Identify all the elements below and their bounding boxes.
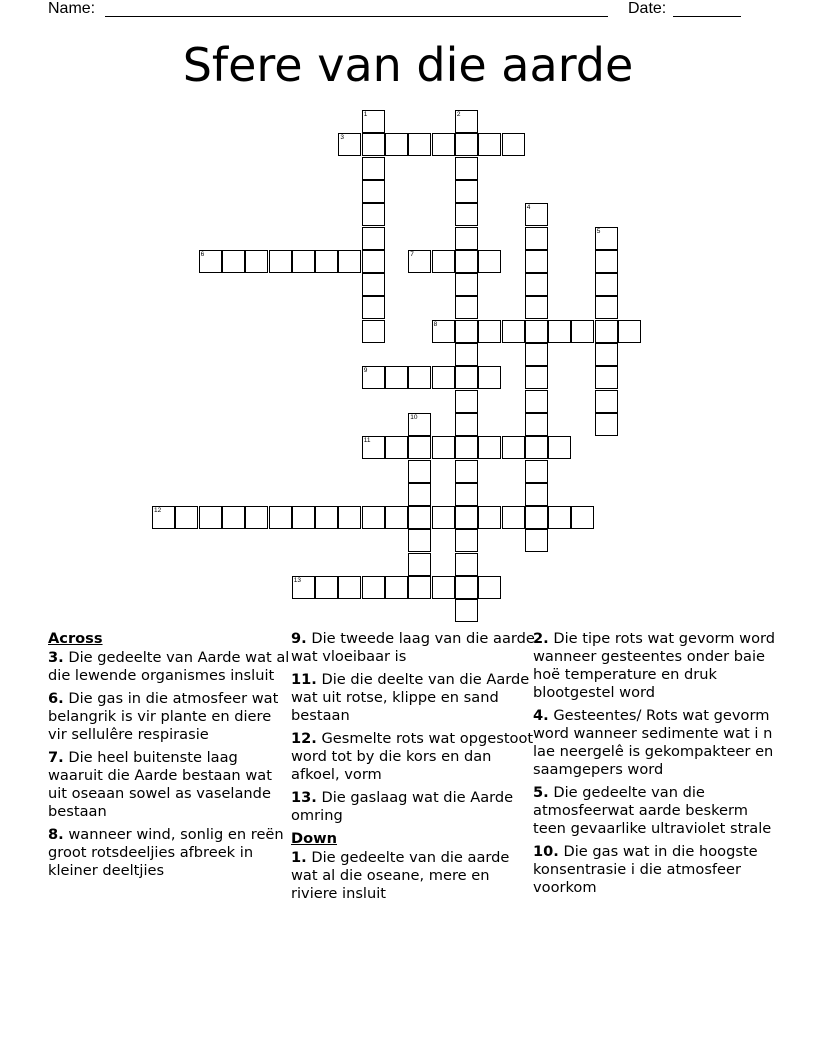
clue-number: 8. [48, 826, 64, 843]
crossword-cell[interactable] [548, 506, 571, 529]
clue-across-11 [291, 671, 536, 725]
crossword-cell[interactable] [385, 436, 408, 459]
crossword-cell[interactable] [455, 599, 478, 622]
crossword-cell[interactable] [455, 460, 478, 483]
crossword-cell[interactable] [455, 273, 478, 296]
crossword-cell[interactable] [455, 227, 478, 250]
cell-number: 9 [363, 367, 368, 375]
crossword-cell[interactable] [525, 436, 548, 459]
crossword-cell[interactable] [315, 576, 338, 599]
crossword-cell[interactable] [455, 483, 478, 506]
clue-text: Gesmelte rots wat opgestoot word tot by die kors en dan afkoel, vorm [291, 730, 534, 783]
crossword-cell[interactable] [595, 390, 618, 413]
crossword-cell[interactable] [595, 273, 618, 296]
crossword-cell[interactable] [595, 320, 618, 343]
crossword-cell[interactable] [478, 506, 501, 529]
clue-number: 2. [533, 630, 549, 647]
crossword-cell[interactable] [455, 110, 478, 133]
cell-number: 7 [410, 250, 414, 258]
crossword-cell[interactable] [338, 133, 361, 156]
crossword-cell[interactable] [478, 366, 501, 389]
crossword-cell[interactable] [408, 133, 431, 156]
crossword-cell[interactable] [455, 180, 478, 203]
crossword-cell[interactable] [152, 506, 175, 529]
crossword-cell[interactable] [362, 227, 385, 250]
crossword-cell[interactable] [408, 483, 431, 506]
clue-down-5 [533, 784, 778, 838]
crossword-cell[interactable] [455, 436, 478, 459]
crossword-cell[interactable] [362, 320, 385, 343]
crossword-cell[interactable] [408, 576, 431, 599]
clue-text: Die gedeelte van die atmosfeerwat aarde beskerm teen gevaarlike ultraviolet strale [533, 784, 772, 837]
crossword-cell[interactable] [478, 320, 501, 343]
clue-across-3 [48, 649, 293, 685]
crossword-cell[interactable] [432, 250, 455, 273]
clue-text: Gesteentes/ Rots wat gevorm word wanneer sedimente wat i n lae neergelê is gekompakteer en saamgepers word [533, 707, 774, 778]
crossword-cell[interactable] [455, 203, 478, 226]
crossword-cell[interactable] [338, 250, 361, 273]
clue-across-8 [48, 826, 293, 880]
crossword-cell[interactable] [432, 320, 455, 343]
crossword-cell[interactable] [408, 413, 431, 436]
crossword-cell[interactable] [502, 133, 525, 156]
clue-across-7 [48, 749, 293, 821]
clue-number: 7. [48, 749, 64, 766]
crossword-cell[interactable] [525, 343, 548, 366]
crossword-cell[interactable] [455, 413, 478, 436]
clue-text: Die gedeelte van die aarde wat al die oseane, mere en riviere insluit [291, 849, 510, 902]
clue-number: 3. [48, 649, 64, 666]
crossword-cell[interactable] [595, 296, 618, 319]
crossword-cell[interactable] [525, 506, 548, 529]
clue-down-4 [533, 707, 778, 779]
crossword-cell[interactable] [595, 227, 618, 250]
crossword-cell[interactable] [478, 250, 501, 273]
crossword-cell[interactable] [432, 366, 455, 389]
crossword-cell[interactable] [595, 343, 618, 366]
crossword-cell[interactable] [199, 250, 222, 273]
clue-number: 6. [48, 690, 64, 707]
clue-across-13 [291, 789, 536, 825]
clue-text: Die tipe rots wat gevorm word wanneer gesteentes onder baie hoë temperature en druk blootgestel word [533, 630, 776, 701]
clue-down-2 [533, 630, 778, 702]
clue-text: Die gas in die atmosfeer wat belangrik is vir plante en diere vir sellulêre respirasie [48, 690, 279, 743]
clue-number: 9. [291, 630, 307, 647]
cell-number: 13 [293, 577, 302, 584]
crossword-cell[interactable] [432, 506, 455, 529]
crossword-cell[interactable] [315, 250, 338, 273]
crossword-cell[interactable] [315, 506, 338, 529]
crossword-cell[interactable] [455, 390, 478, 413]
clue-across-6 [48, 690, 293, 744]
clue-across-9 [291, 630, 536, 666]
cell-number: 5 [596, 227, 601, 235]
crossword-cell[interactable] [362, 180, 385, 203]
clue-text: Die heel buitenste laag waaruit die Aarde bestaan wat uit oseaan sowel as vaselande bestaan [48, 749, 272, 820]
crossword-cell[interactable] [455, 343, 478, 366]
down-heading: Down [291, 830, 338, 847]
crossword-cell[interactable] [408, 250, 431, 273]
crossword-cell[interactable] [408, 553, 431, 576]
crossword-cell[interactable] [478, 133, 501, 156]
crossword-cell[interactable] [385, 506, 408, 529]
clue-text: wanneer wind, sonlig en reën groot rotsdeeljies afbreek in kleiner deeltjies [48, 826, 284, 879]
crossword-cell[interactable] [432, 133, 455, 156]
clue-number: 11. [291, 671, 317, 688]
cell-number: 1 [363, 111, 368, 118]
crossword-cell[interactable] [455, 576, 478, 599]
crossword-cell[interactable] [408, 436, 431, 459]
clue-text: Die gedeelte van Aarde wat al die lewende organismes insluit [48, 649, 290, 684]
clue-text: Die die deelte van die Aarde wat uit rotse, klippe en sand bestaan [291, 671, 530, 724]
date-label: Date: [628, 0, 667, 17]
crossword-cell[interactable] [245, 250, 268, 273]
crossword-cell[interactable] [525, 460, 548, 483]
crossword-cell[interactable] [385, 576, 408, 599]
clue-down-10 [533, 843, 778, 897]
crossword-cell[interactable] [292, 576, 315, 599]
crossword-cell[interactable] [408, 366, 431, 389]
clue-number: 12. [291, 730, 317, 747]
clue-text: Die gas wat in die hoogste konsentrasie i die atmosfeer voorkom [533, 843, 758, 896]
crossword-cell[interactable] [362, 157, 385, 180]
cell-number: 11 [363, 437, 371, 445]
clue-text: Die gaslaag wat die Aarde omring [291, 789, 514, 824]
crossword-cell[interactable] [338, 506, 361, 529]
crossword-cell[interactable] [455, 506, 478, 529]
crossword-cell[interactable] [525, 366, 548, 389]
crossword-cell[interactable] [385, 133, 408, 156]
crossword-cell[interactable] [548, 436, 571, 459]
crossword-cell[interactable] [432, 436, 455, 459]
clue-across-12 [291, 730, 536, 784]
clue-number: 1. [291, 849, 307, 866]
crossword-cell[interactable] [292, 506, 315, 529]
cell-number: 10 [410, 413, 418, 421]
crossword-cell[interactable] [455, 250, 478, 273]
crossword-cell[interactable] [362, 506, 385, 529]
crossword-cell[interactable] [455, 296, 478, 319]
crossword-cell[interactable] [525, 273, 548, 296]
crossword-cell[interactable] [455, 133, 478, 156]
crossword-cell[interactable] [362, 203, 385, 226]
crossword-cell[interactable] [199, 506, 222, 529]
crossword-cell[interactable] [408, 506, 431, 529]
cell-number: 6 [200, 250, 205, 258]
down-clues-column-3 [533, 630, 778, 902]
crossword-cell[interactable] [269, 506, 292, 529]
crossword-cell[interactable] [455, 366, 478, 389]
cell-number: 2 [456, 111, 461, 118]
crossword-cell[interactable] [362, 250, 385, 273]
crossword-cell[interactable] [175, 506, 198, 529]
cell-number: 8 [433, 320, 438, 328]
crossword-cell[interactable] [571, 506, 594, 529]
crossword-cell[interactable] [548, 320, 571, 343]
crossword-cell[interactable] [595, 366, 618, 389]
crossword-cell[interactable] [478, 576, 501, 599]
crossword-cell[interactable] [455, 553, 478, 576]
cell-number: 12 [154, 507, 162, 515]
across-heading: Across [48, 630, 103, 647]
across-clues-column-1 [48, 630, 293, 885]
crossword-cell[interactable] [385, 366, 408, 389]
crossword-cell[interactable] [455, 529, 478, 552]
crossword-cell[interactable] [222, 250, 245, 273]
crossword-cell[interactable] [595, 250, 618, 273]
crossword-cell[interactable] [525, 227, 548, 250]
cell-number: 3 [340, 134, 345, 142]
cell-number: 4 [526, 204, 531, 212]
crossword-cell[interactable] [245, 506, 268, 529]
crossword-cell[interactable] [455, 320, 478, 343]
crossword-cell[interactable] [525, 483, 548, 506]
page-title: Sfere van die aarde [182, 38, 634, 92]
crossword-cell[interactable] [362, 366, 385, 389]
crossword-cell[interactable] [525, 250, 548, 273]
crossword-cell[interactable] [525, 203, 548, 226]
crossword-cell[interactable] [338, 576, 361, 599]
crossword-cell[interactable] [525, 320, 548, 343]
clue-down-1 [291, 849, 536, 903]
crossword-cell[interactable] [478, 436, 501, 459]
crossword-cell[interactable] [595, 413, 618, 436]
crossword-cell[interactable] [525, 296, 548, 319]
crossword-cell[interactable] [269, 250, 292, 273]
crossword-cell[interactable] [222, 506, 245, 529]
crossword-cell[interactable] [502, 320, 525, 343]
crossword-cell[interactable] [618, 320, 641, 343]
clues-column-2 [291, 630, 536, 908]
clue-number: 5. [533, 784, 549, 801]
crossword-cell[interactable] [362, 133, 385, 156]
crossword-cell[interactable] [525, 413, 548, 436]
crossword-cell[interactable] [525, 390, 548, 413]
clue-number: 10. [533, 843, 559, 860]
crossword-cell[interactable] [292, 250, 315, 273]
clue-number: 4. [533, 707, 549, 724]
name-label: Name: [48, 0, 96, 17]
crossword-cell[interactable] [362, 110, 385, 133]
crossword-cell[interactable] [362, 296, 385, 319]
crossword-cell[interactable] [432, 576, 455, 599]
crossword-cell[interactable] [502, 506, 525, 529]
crossword-cell[interactable] [408, 460, 431, 483]
clue-text: Die tweede laag van die aarde wat vloeibaar is [291, 630, 535, 665]
crossword-cell[interactable] [455, 157, 478, 180]
crossword-cell[interactable] [525, 529, 548, 552]
clue-number: 13. [291, 789, 317, 806]
crossword-cell[interactable] [408, 529, 431, 552]
crossword-cell[interactable] [362, 436, 385, 459]
crossword-cell[interactable] [362, 273, 385, 296]
crossword-cell[interactable] [571, 320, 594, 343]
crossword-cell[interactable] [502, 436, 525, 459]
crossword-cell[interactable] [362, 576, 385, 599]
